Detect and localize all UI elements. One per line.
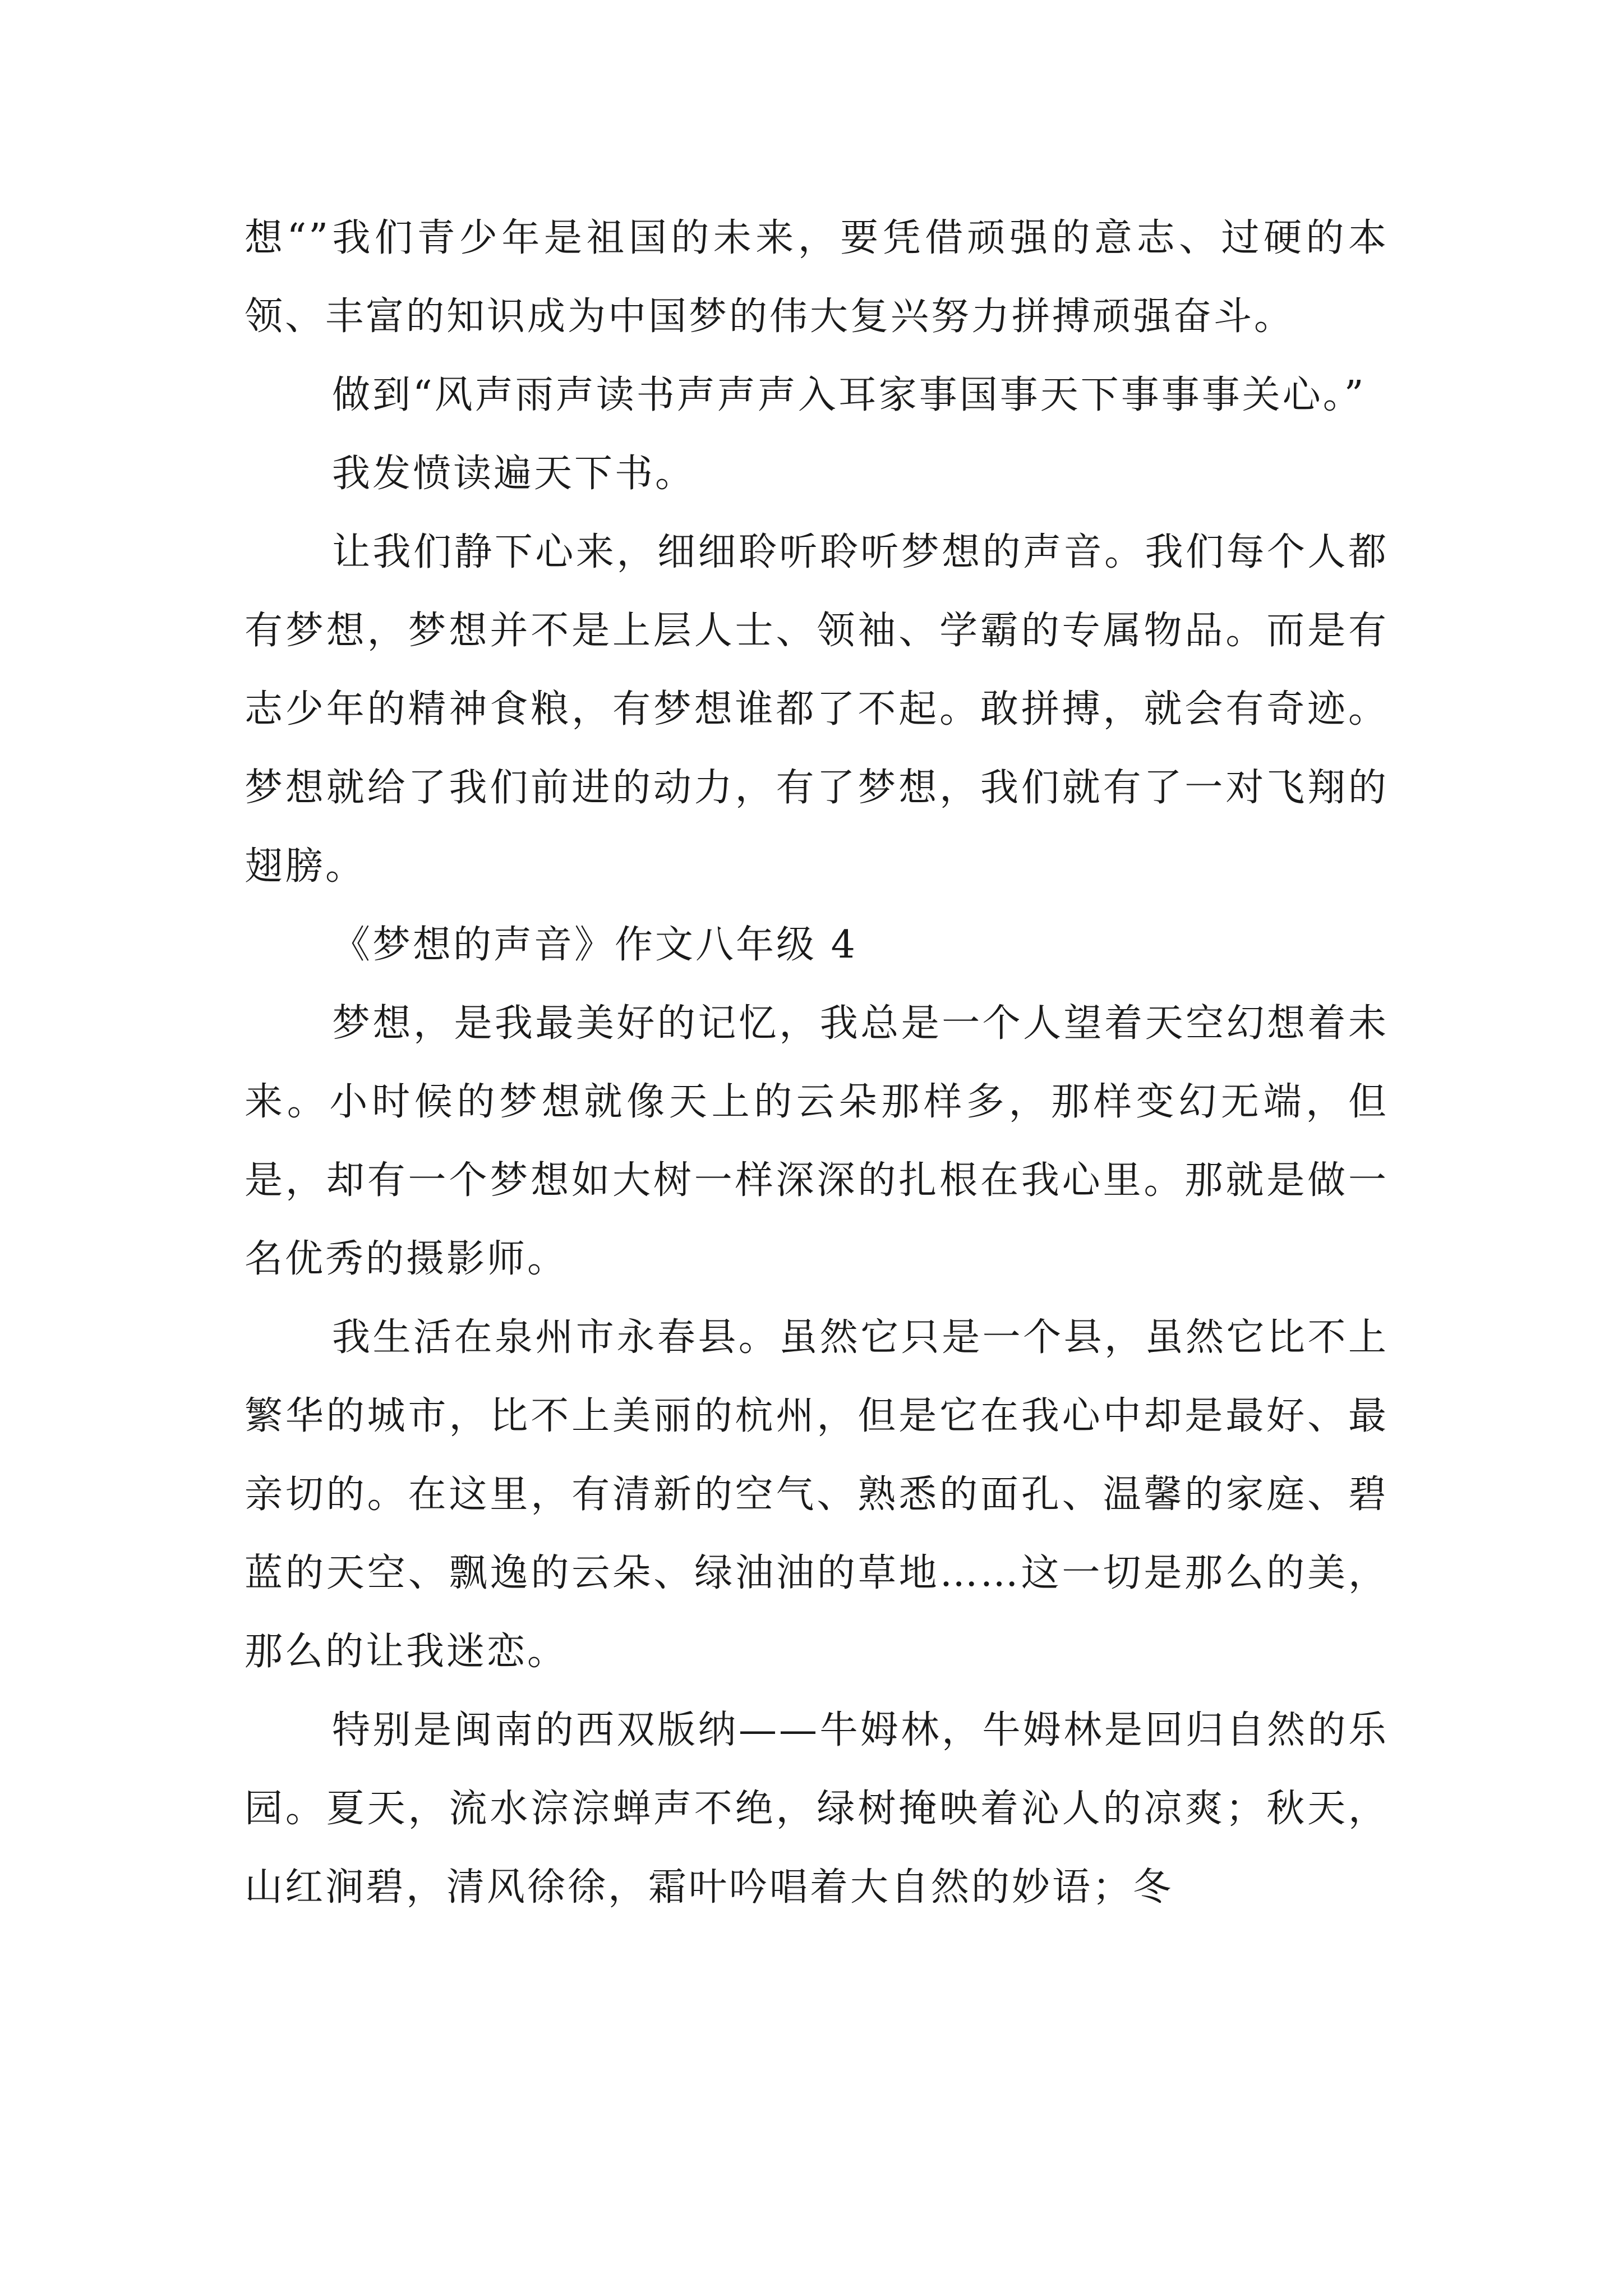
paragraph: 我发愤读遍天下书。 [332, 452, 696, 496]
paragraph: 梦想，是我最美好的记忆，我总是一个人望着天空幻想着未来。小时候的梦想就像天上的云朵那样多，那样变幻无端，但是，却有一个梦想如大树一样深深的扎根在我心里。那就是做一名优秀的摄影师。 [245, 1001, 1389, 1281]
section-heading: 《梦想的声音》作文八年级 4 [332, 923, 857, 967]
paragraph: 我生活在泉州市永春县。虽然它只是一个县，虽然它比不上繁华的城市，比不上美丽的杭州，但是它在我心中却是最好、最亲切的。在这里，有清新的空气、熟悉的面孔、温馨的家庭、碧蓝的天空、飘逸的云朵、绿油油的草地……这一切是那么的美，那么的让我迷恋。 [245, 1315, 1389, 1674]
paragraph: 做到“风声雨声读书声声声入耳家事国事天下事事事关心。” [332, 373, 1366, 417]
paragraph: 特别是闽南的西双版纳——牛姆林，牛姆林是回归自然的乐园。夏天，流水淙淙蝉声不绝，绿树掩映着沁人的凉爽；秋天，山红涧碧，清风徐徐，霜叶吟唱着大自然的妙语；冬 [245, 1708, 1389, 1910]
paragraph-continuation: 想“”我们青少年是祖国的未来，要凭借顽强的意志、过硬的本领、丰富的知识成为中国梦的伟大复兴努力拼搏顽强奋斗。 [245, 216, 1389, 339]
paragraph: 让我们静下心来，细细聆听聆听梦想的声音。我们每个人都有梦想，梦想并不是上层人士、领袖、学霸的专属物品。而是有志少年的精神食粮，有梦想谁都了不起。敢拼搏，就会有奇迹。梦想就给了我们前进的动力，有了梦想，我们就有了一对飞翔的翅膀。 [245, 530, 1389, 889]
body-text [245, 199, 1389, 1927]
